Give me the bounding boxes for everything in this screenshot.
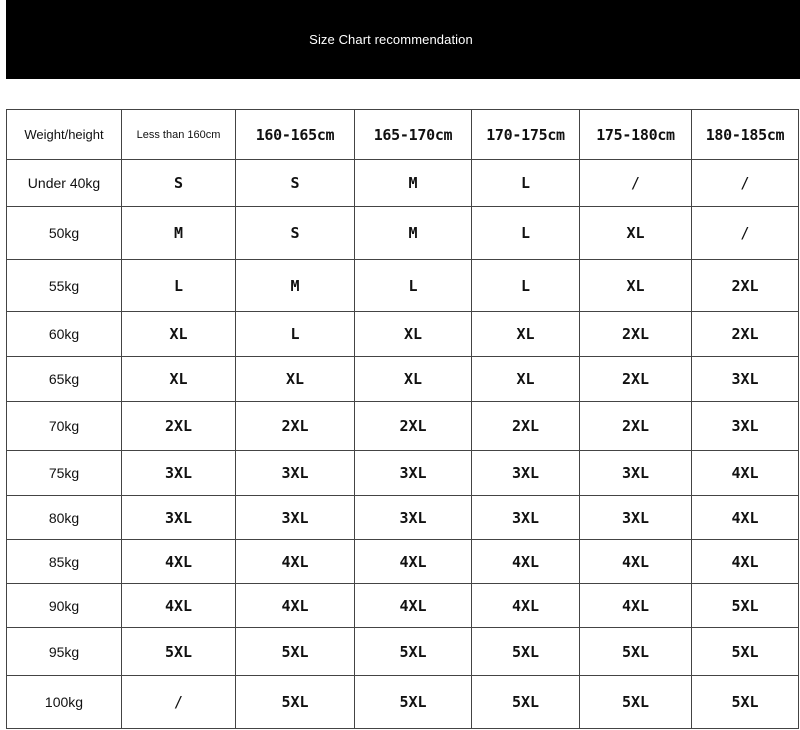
size-cell: M [236, 260, 355, 312]
table-row [7, 312, 799, 357]
weight-label: 100kg [7, 676, 122, 729]
size-cell: 3XL [122, 451, 236, 496]
size-cell: 4XL [355, 540, 472, 584]
size-cell: 3XL [580, 451, 692, 496]
header-height-range: 175-180cm [580, 110, 692, 160]
table-row [7, 628, 799, 676]
size-cell: / [692, 207, 799, 260]
size-cell: S [236, 207, 355, 260]
size-cell: 2XL [692, 260, 799, 312]
size-cell: 5XL [122, 628, 236, 676]
header-height-range: 180-185cm [692, 110, 799, 160]
weight-label: 55kg [7, 260, 122, 312]
size-cell: 2XL [472, 402, 580, 451]
size-cell: 5XL [692, 584, 799, 628]
size-cell: L [355, 260, 472, 312]
size-cell: 2XL [580, 357, 692, 402]
size-cell: 4XL [472, 584, 580, 628]
header-height-range: 165-170cm [355, 110, 472, 160]
size-cell: 3XL [580, 496, 692, 540]
size-cell: 2XL [580, 402, 692, 451]
header-height-range: 170-175cm [472, 110, 580, 160]
table-row [7, 584, 799, 628]
size-cell: 4XL [355, 584, 472, 628]
size-cell: XL [472, 312, 580, 357]
size-cell: 4XL [580, 584, 692, 628]
size-cell: 5XL [580, 628, 692, 676]
weight-label: 80kg [7, 496, 122, 540]
size-cell: L [472, 260, 580, 312]
banner-title: Size Chart recommendation [309, 32, 473, 47]
size-cell: L [122, 260, 236, 312]
table-row [7, 496, 799, 540]
weight-label: 70kg [7, 402, 122, 451]
size-cell: 3XL [472, 496, 580, 540]
table-row [7, 540, 799, 584]
weight-label: 90kg [7, 584, 122, 628]
size-cell: XL [472, 357, 580, 402]
size-cell: 5XL [580, 676, 692, 729]
size-cell: XL [580, 260, 692, 312]
table-row [7, 676, 799, 729]
size-cell: / [580, 160, 692, 207]
size-cell: / [692, 160, 799, 207]
size-cell: M [355, 160, 472, 207]
size-cell: 2XL [580, 312, 692, 357]
size-cell: 3XL [236, 496, 355, 540]
size-cell: 5XL [472, 628, 580, 676]
size-cell: S [122, 160, 236, 207]
header-weight-height: Weight/height [7, 110, 122, 160]
weight-label: 60kg [7, 312, 122, 357]
size-cell: L [236, 312, 355, 357]
table-row [7, 260, 799, 312]
header-row [7, 110, 799, 160]
size-cell: 3XL [692, 402, 799, 451]
size-cell: 2XL [236, 402, 355, 451]
size-cell: 4XL [580, 540, 692, 584]
size-cell: 5XL [692, 628, 799, 676]
size-cell: 4XL [692, 496, 799, 540]
size-cell: XL [355, 312, 472, 357]
size-cell: 4XL [122, 540, 236, 584]
size-cell: 3XL [355, 451, 472, 496]
size-cell: / [122, 676, 236, 729]
size-cell: XL [122, 312, 236, 357]
size-cell: 3XL [355, 496, 472, 540]
size-cell: 2XL [692, 312, 799, 357]
size-cell: M [355, 207, 472, 260]
size-cell: S [236, 160, 355, 207]
size-cell: M [122, 207, 236, 260]
size-cell: 4XL [472, 540, 580, 584]
weight-label: 50kg [7, 207, 122, 260]
size-cell: 5XL [355, 676, 472, 729]
size-cell: 4XL [122, 584, 236, 628]
weight-label: 95kg [7, 628, 122, 676]
table-row [7, 357, 799, 402]
weight-label: Under 40kg [7, 160, 122, 207]
size-cell: XL [122, 357, 236, 402]
size-cell: 3XL [472, 451, 580, 496]
size-cell: 4XL [692, 451, 799, 496]
size-cell: XL [236, 357, 355, 402]
size-cell: 3XL [122, 496, 236, 540]
table-row [7, 402, 799, 451]
size-chart-body [7, 110, 799, 729]
size-cell: 2XL [122, 402, 236, 451]
size-cell: 3XL [692, 357, 799, 402]
size-cell: 5XL [355, 628, 472, 676]
header-height-range: 160-165cm [236, 110, 355, 160]
size-chart-table [6, 109, 799, 729]
size-cell: 5XL [692, 676, 799, 729]
size-cell: 5XL [236, 676, 355, 729]
weight-label: 65kg [7, 357, 122, 402]
size-cell: 2XL [355, 402, 472, 451]
header-height-range: Less than 160cm [122, 110, 236, 160]
size-cell: 5XL [472, 676, 580, 729]
size-cell: L [472, 207, 580, 260]
size-cell: 4XL [236, 540, 355, 584]
weight-label: 85kg [7, 540, 122, 584]
size-cell: L [472, 160, 580, 207]
size-cell: 3XL [236, 451, 355, 496]
size-cell: 5XL [236, 628, 355, 676]
size-cell: XL [355, 357, 472, 402]
title-banner [6, 0, 800, 79]
table-row [7, 451, 799, 496]
weight-label: 75kg [7, 451, 122, 496]
size-cell: XL [580, 207, 692, 260]
size-cell: 4XL [692, 540, 799, 584]
table-row [7, 160, 799, 207]
table-row [7, 207, 799, 260]
size-cell: 4XL [236, 584, 355, 628]
